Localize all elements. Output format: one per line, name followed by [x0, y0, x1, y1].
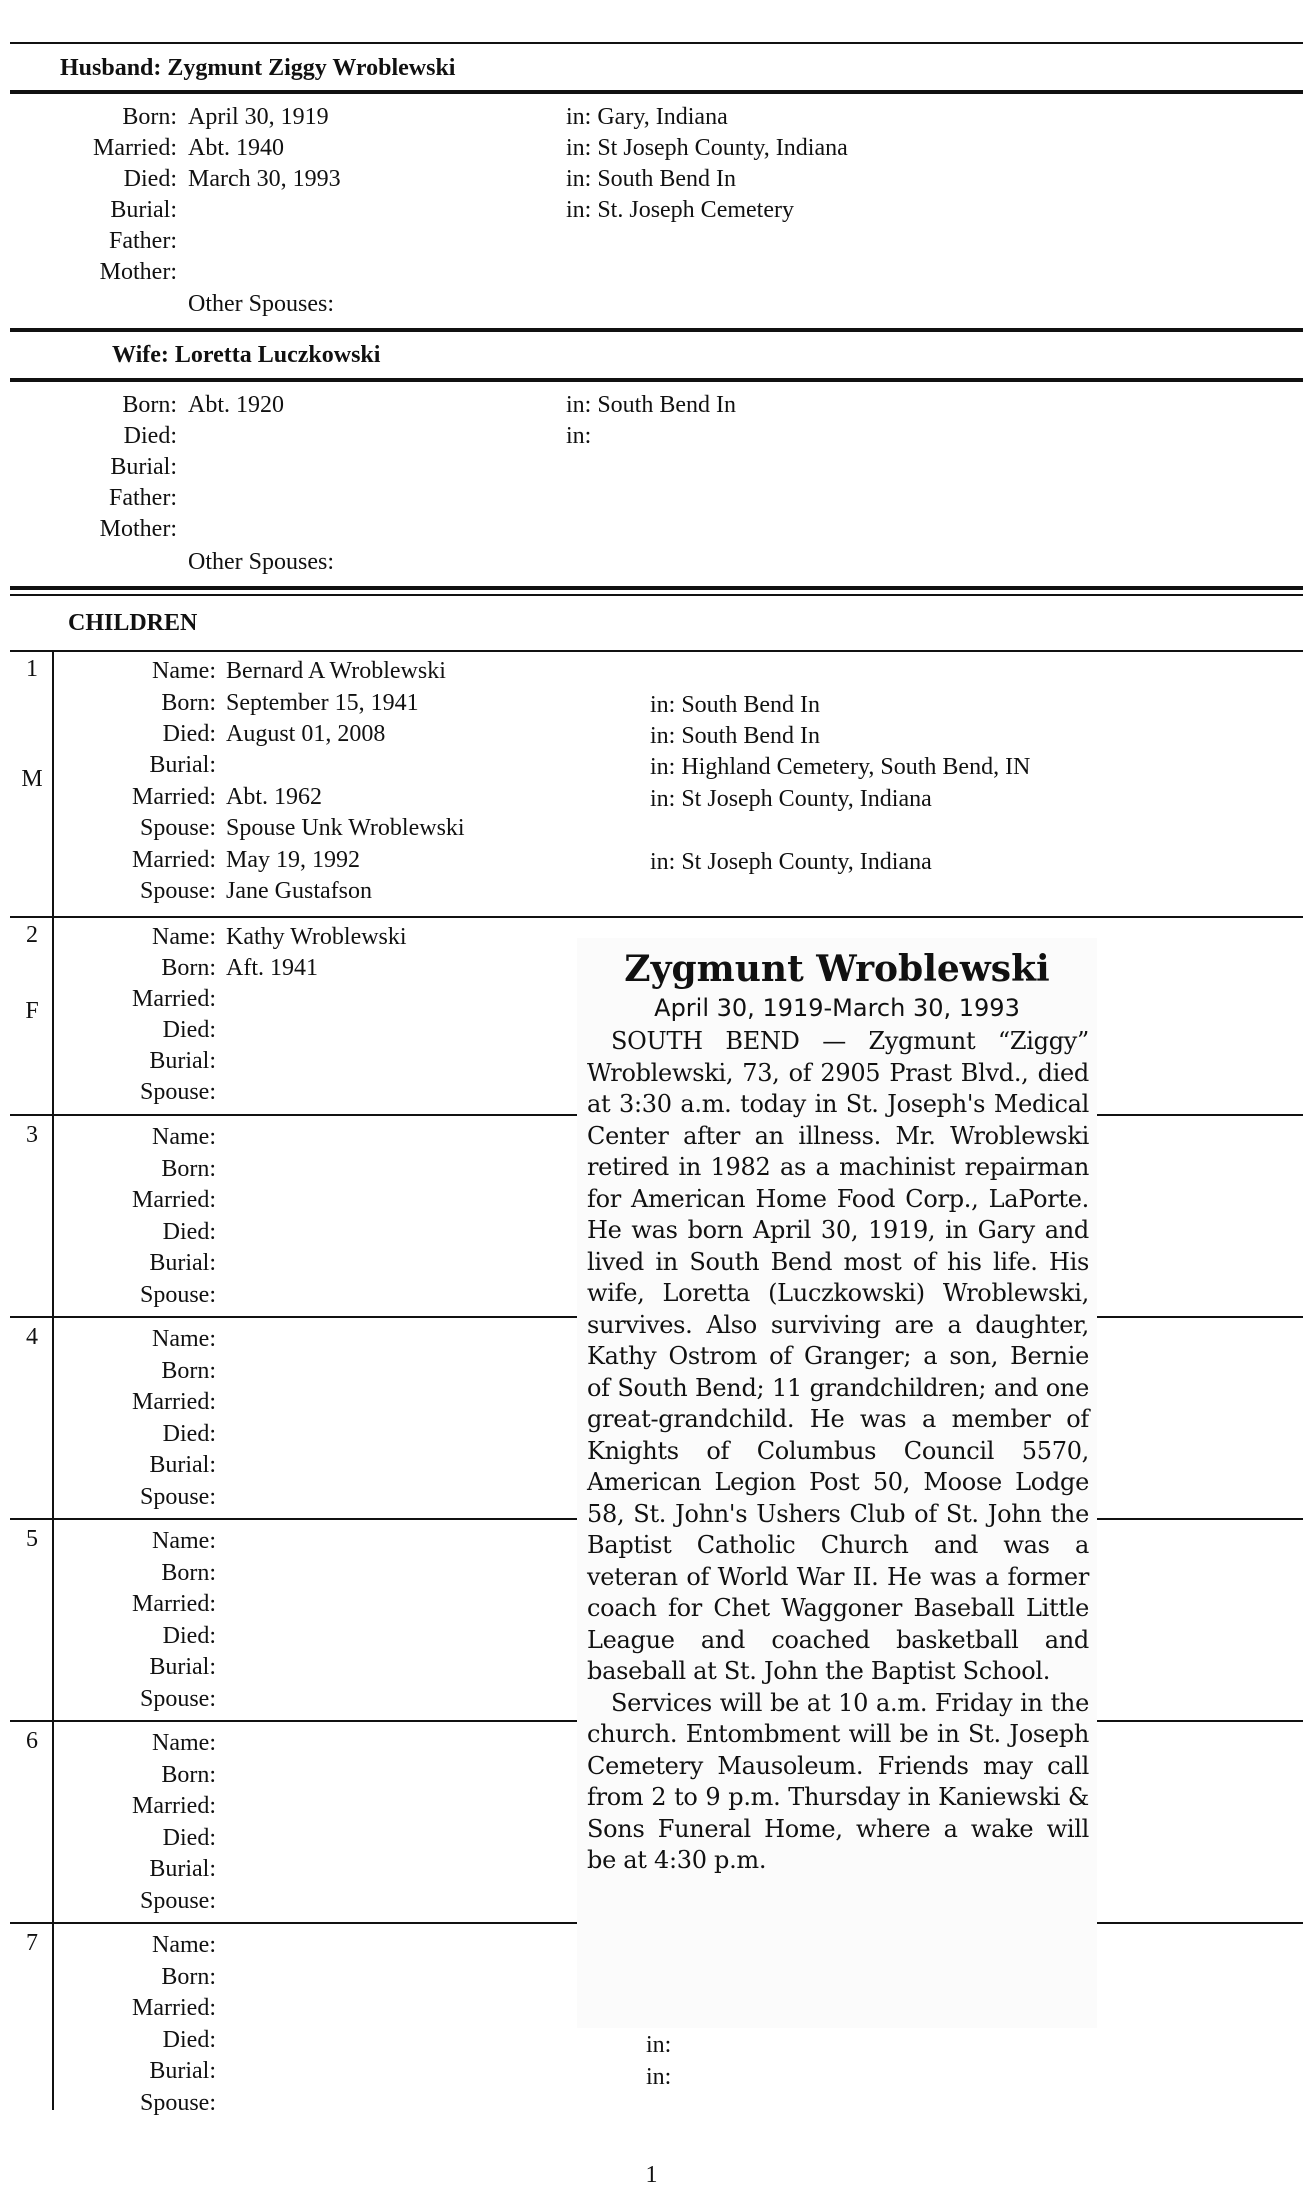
child-place: in: — [646, 2032, 672, 2058]
burial-label: Burial: — [149, 752, 216, 778]
born-label: Born: — [161, 1358, 216, 1384]
died-label: Died: — [162, 1017, 216, 1043]
child-born: Aft. 1941 — [226, 955, 318, 981]
child-number: 6 — [26, 1728, 38, 1754]
child-married-place: in: St Joseph County, Indiana — [650, 849, 932, 875]
born-label: Born: — [122, 392, 177, 418]
husband-died: March 30, 1993 — [188, 166, 341, 192]
burial-label: Burial: — [149, 1654, 216, 1680]
obituary-clipping — [577, 938, 1097, 2028]
obituary-body — [577, 1026, 1097, 1877]
child-married: Abt. 1962 — [226, 784, 322, 810]
spouse-label: Spouse: — [139, 878, 216, 904]
burial-label: Burial: — [110, 197, 177, 223]
died-label: Died: — [123, 423, 177, 449]
died-label: Died: — [162, 2027, 216, 2053]
child-number: 1 — [26, 656, 38, 682]
divider — [10, 328, 1303, 332]
other-spouses-label: Other Spouses: — [188, 291, 334, 317]
spouse-label: Spouse: — [139, 1686, 216, 1712]
wife-died-place: in: — [566, 423, 592, 449]
born-label: Born: — [122, 104, 177, 130]
married-label: Married: — [132, 1793, 216, 1819]
child-born: September 15, 1941 — [226, 690, 419, 716]
husband-burial-place: in: St. Joseph Cemetery — [566, 197, 794, 223]
children-column-divider — [52, 650, 54, 2110]
husband-married-place: in: St Joseph County, Indiana — [566, 135, 848, 161]
divider — [10, 586, 1303, 590]
child-name: Kathy Wroblewski — [226, 924, 407, 950]
husband-married: Abt. 1940 — [188, 135, 284, 161]
married-label: Married: — [132, 1389, 216, 1415]
married-label: Married: — [132, 1995, 216, 2021]
spouse-label: Spouse: — [139, 1282, 216, 1308]
children-heading: CHILDREN — [68, 610, 198, 636]
wife-born-place: in: South Bend In — [566, 392, 737, 418]
child-name: Bernard A Wroblewski — [226, 658, 446, 684]
mother-label: Mother: — [99, 259, 177, 285]
husband-born: April 30, 1919 — [188, 104, 329, 130]
spouse-label: Spouse: — [139, 815, 216, 841]
burial-label: Burial: — [149, 1452, 216, 1478]
page-number: 1 — [645, 2162, 658, 2188]
married-label: Married: — [93, 135, 177, 161]
father-label: Father: — [109, 485, 177, 511]
child-place: in: — [646, 2064, 672, 2090]
child-spouse: Jane Gustafson — [226, 878, 372, 904]
name-label: Name: — [152, 1932, 216, 1958]
burial-label: Burial: — [149, 2058, 216, 2084]
died-label: Died: — [162, 1421, 216, 1447]
wife-heading — [112, 342, 380, 369]
divider — [10, 42, 1303, 44]
other-spouses-label: Other Spouses: — [188, 549, 334, 575]
child-sex: F — [25, 998, 39, 1024]
divider — [10, 90, 1303, 94]
obituary-title: Zygmunt Wroblewski — [624, 948, 1050, 990]
husband-name: Zygmunt Ziggy Wroblewski — [167, 55, 456, 81]
born-label: Born: — [161, 1560, 216, 1586]
child-married-place: in: St Joseph County, Indiana — [650, 786, 932, 812]
burial-label: Burial: — [110, 454, 177, 480]
name-label: Name: — [152, 1124, 216, 1150]
born-label: Born: — [161, 690, 216, 716]
born-label: Born: — [161, 955, 216, 981]
divider — [10, 378, 1303, 382]
child-burial-place: in: Highland Cemetery, South Bend, IN — [650, 754, 1031, 780]
born-label: Born: — [161, 1964, 216, 1990]
divider — [10, 594, 1303, 596]
child-married: May 19, 1992 — [226, 847, 360, 873]
spouse-label: Spouse: — [139, 2090, 216, 2116]
married-label: Married: — [132, 986, 216, 1012]
child-number: 7 — [26, 1930, 38, 1956]
name-label: Name: — [152, 1326, 216, 1352]
born-label: Born: — [161, 1762, 216, 1788]
married-label: Married: — [132, 1187, 216, 1213]
wife-born: Abt. 1920 — [188, 392, 284, 418]
spouse-label: Spouse: — [139, 1079, 216, 1105]
obituary-paragraph: Services will be at 10 a.m. Friday in the church. Entombment will be in St. Joseph Cemetery Mausoleum. Friends may call from 2 to 9 p.m. Thursday in Kaniewski & Sons Funeral Home, where a wake will be at 4:30 p.m. — [587, 1688, 1089, 1874]
husband-died-place: in: South Bend In — [566, 166, 737, 192]
name-label: Name: — [152, 658, 216, 684]
name-label: Name: — [152, 924, 216, 950]
wife-heading-label: Wife: — [112, 342, 169, 368]
married-label: Married: — [132, 847, 216, 873]
divider — [10, 650, 1303, 652]
child-number: 2 — [26, 922, 38, 948]
father-label: Father: — [109, 228, 177, 254]
spouse-label: Spouse: — [139, 1888, 216, 1914]
name-label: Name: — [152, 1528, 216, 1554]
married-label: Married: — [132, 784, 216, 810]
died-label: Died: — [162, 1623, 216, 1649]
spouse-label: Spouse: — [139, 1484, 216, 1510]
child-spouse: Spouse Unk Wroblewski — [226, 815, 465, 841]
divider — [10, 916, 1303, 918]
child-number: 3 — [26, 1122, 38, 1148]
wife-name: Loretta Luczkowski — [174, 342, 381, 368]
born-label: Born: — [161, 1156, 216, 1182]
child-number: 5 — [26, 1526, 38, 1552]
burial-label: Burial: — [149, 1856, 216, 1882]
burial-label: Burial: — [149, 1048, 216, 1074]
obituary-dates: April 30, 1919-March 30, 1993 — [654, 994, 1020, 1022]
died-label: Died: — [123, 166, 177, 192]
died-label: Died: — [162, 1219, 216, 1245]
child-born-place: in: South Bend In — [650, 692, 821, 718]
married-label: Married: — [132, 1591, 216, 1617]
obituary-paragraph: SOUTH BEND — Zygmunt “Ziggy” Wroblewski, 73, of 2905 Prast Blvd., died at 3:30 a.m. today in St. Joseph's Medical Center after an illness. Mr. Wroblewski retired in 1982 as a machinist repairman for American Home Food Corp., LaPorte. He was born April 30, 1919, in Gary and lived in South Bend most of his life. His wife, Loretta (Luczkowski) Wroblewski, survives. Also surviving are a daughter, Kathy Ostrom of Granger; a son, Bernie of South Bend; 11 grandchildren; and one great-grandchild. He was a member of Knights of Columbus Council 5570, American Legion Post 50, Moose Lodge 58, St. John's Ushers Club of St. John the Baptist Catholic Church and was a veteran of World War II. He was a former coach for Chet Waggoner Baseball Little League and coached basketball and baseball at St. John the Baptist School. — [587, 1027, 1089, 1685]
husband-born-place: in: Gary, Indiana — [566, 104, 728, 130]
child-died: August 01, 2008 — [226, 721, 386, 747]
child-sex: M — [21, 766, 43, 792]
died-label: Died: — [162, 1825, 216, 1851]
mother-label: Mother: — [99, 516, 177, 542]
died-label: Died: — [162, 721, 216, 747]
child-number: 4 — [26, 1324, 38, 1350]
child-died-place: in: South Bend In — [650, 723, 821, 749]
burial-label: Burial: — [149, 1250, 216, 1276]
husband-heading — [60, 55, 455, 82]
name-label: Name: — [152, 1730, 216, 1756]
husband-heading-label: Husband: — [60, 55, 162, 81]
